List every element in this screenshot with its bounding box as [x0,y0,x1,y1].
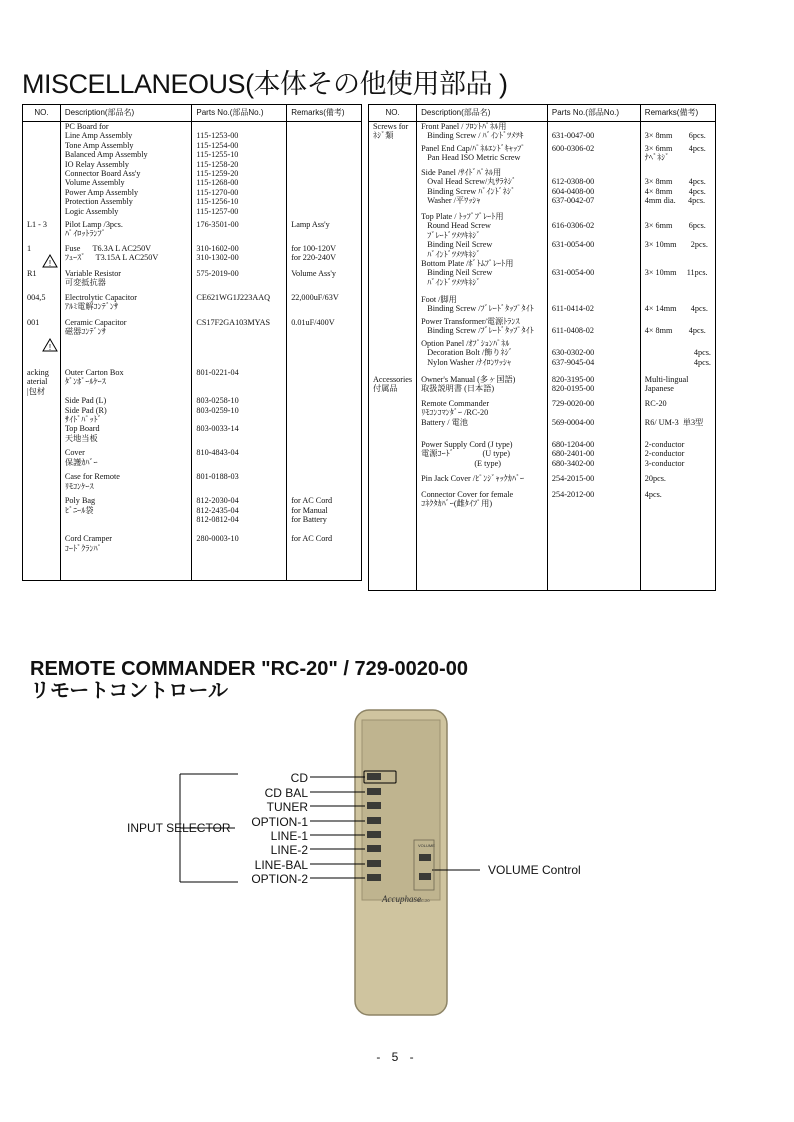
table-row [369,375,716,399]
cell-remarks: Multi-lingual Japanese [640,375,715,399]
table-row [369,317,716,339]
table-row [23,122,362,221]
cell-no [23,396,61,424]
col-header-no: NO. [369,105,417,122]
cell-parts: 630-0302-00 637-9045-04 [547,339,640,375]
page-number: - 5 - [376,1050,418,1064]
cell-desc: Front Panel / ﾌﾛﾝﾄﾊﾟﾈﾙ用 Binding Screw / ﾊﾞｲﾝﾄﾞﾂﾒﾂｷ [417,122,548,145]
table-row [369,399,716,418]
cell-desc: Cord Cramper ｺｰﾄﾞｸﾗﾝﾊﾟ [60,534,192,581]
cell-remarks: for 100-120V for 220-240V [287,244,362,269]
cell-remarks [287,448,362,472]
table-row [23,472,362,496]
volume-control-label: VOLUME Control [488,863,581,877]
remote-diagram [0,700,794,1020]
cell-desc: Side Panel /ｻｲﾄﾞﾊﾟﾈﾙ用 Oval Head Screw/丸ｻﾗﾈｼﾞ Binding Screw ﾊﾞｲﾝﾄﾞﾈｼﾞ Washer /平ﾜｯｼｬ [417,168,548,212]
svg-text:!: ! [48,259,52,268]
cell-parts: 631-0047-00 [547,122,640,145]
input-label-option-1: OPTION-1 [251,815,308,829]
cell-parts: 810-4843-04 [192,448,287,472]
cell-remarks: 4pcs. 4pcs. [640,339,715,375]
cell-parts: 254-2015-00 [547,474,640,490]
remote-heading [30,658,468,702]
input-label-tuner: TUNER [266,800,308,814]
col-header-description: Description(部品名) [417,105,548,122]
cell-desc: Variable Resistor 可変抵抗器 [60,269,192,293]
cell-parts: 803-0033-14 [192,424,287,448]
table-row [23,269,362,293]
cell-desc: PC Board for Line Amp Assembly Tone Amp Assembly Balanced Amp Assembly IO Relay Assembly Connector Board Ass'y Volume Assembly Power Amp Assembly Protection Assembly Logic Assembly [60,122,192,221]
cell-parts: 801-0221-04 [192,368,287,396]
cell-no [369,339,417,375]
cell-parts: 115-1253-00 115-1254-00 115-1255-10 115-1258-20 115-1259-20 115-1268-00 115-1270-00 115-1256-10 115-1257-00 [192,122,287,221]
cell-no [369,440,417,474]
table-row [23,448,362,472]
cell-desc: Remote Commander ﾘﾓｺﾝｺﾏﾝﾀﾞｰ /RC-20 [417,399,548,418]
cell-remarks: 3× 8mm 6pcs. [640,122,715,145]
cell-parts: 729-0020-00 [547,399,640,418]
table-row [369,168,716,212]
cell-no [23,534,61,581]
cell-desc: Side Pad (L) Side Pad (R) ｻｲﾄﾞﾊﾟｯﾄﾞ [60,396,192,424]
col-header-remarks: Remarks(備考) [287,105,362,122]
table-row [23,368,362,396]
cell-no: R1 [23,269,61,293]
table-row [23,424,362,448]
cell-desc: Bottom Plate /ﾎﾞﾄﾑﾌﾟﾚｰﾄ用 Binding Neil Screw ﾊﾞｲﾝﾄﾞﾂﾒﾂｷﾈｼﾞ [417,259,548,295]
table-row [23,396,362,424]
table-row [23,220,362,244]
cell-desc: Top Plate / ﾄｯﾌﾟﾌﾟﾚｰﾄ用 Round Head Screw ﾌﾞﾚｰﾄﾞﾂﾒﾂｷﾈｼﾞ Binding Neil Screw ﾊﾞｲﾝﾄﾞﾂﾒﾂｷﾈｼﾞ [417,212,548,259]
remote-heading-line1: REMOTE COMMANDER "RC-20" / 729-0020-00 [30,658,468,680]
cell-remarks [287,472,362,496]
cell-parts: 680-1204-00 680-2401-00 680-3402-00 [547,440,640,474]
cell-desc: Power Supply Cord (J type) 電源ｺｰﾄﾞ (U type) (E type) [417,440,548,474]
table-row [369,339,716,375]
cell-parts: 569-0004-00 [547,418,640,440]
parts-table-right [368,104,716,591]
cell-desc: Pin Jack Cover /ﾋﾟﾝｼﾞｬｯｸｶﾊﾞｰ [417,474,548,490]
table-row [369,440,716,474]
cell-desc: Owner's Manual (多ヶ国語) 取扱説明書 (日本語) [417,375,548,399]
parts-table-left [22,104,362,581]
table-row [369,490,716,591]
table-row [23,293,362,318]
table-row [369,212,716,259]
cell-desc: Electrolytic Capacitor ｱﾙﾐ電解ｺﾝﾃﾞﾝｻ [60,293,192,318]
table-row [369,259,716,295]
cell-remarks: 22,000uF/63V [287,293,362,318]
cell-parts: 611-0414-02 [547,295,640,317]
cell-no [23,424,61,448]
cell-remarks: 2-conductor 2-conductor 3-conductor [640,440,715,474]
cell-remarks: 3× 6mm 4pcs. ﾅﾍﾞﾈｼﾞ [640,144,715,168]
remote-brand-logo: Accuphase [382,894,421,904]
cell-no [23,496,61,534]
cell-remarks: 0.01uF/400V [287,318,362,368]
cell-no [369,144,417,168]
cell-no [369,212,417,259]
cell-no: acking aterial |包材 [23,368,61,396]
remote-model-text: RC-20 [418,898,430,903]
cell-desc: Power Transformer/電源ﾄﾗﾝｽ Binding Screw /ﾌﾞﾚｰﾄﾞﾀｯﾌﾟﾀｲﾄ [417,317,548,339]
cell-remarks: 20pcs. [640,474,715,490]
input-label-option-2: OPTION-2 [251,872,308,886]
cell-parts: 803-0258-10 803-0259-10 [192,396,287,424]
cell-desc: Panel End Cap/ﾊﾟﾈﾙｴﾝﾄﾞｷｬｯﾌﾟ Pan Head ISO Metric Screw [417,144,548,168]
cell-no [369,399,417,418]
col-header-parts-no: Parts No.(部品No.) [547,105,640,122]
cell-remarks: 4pcs. [640,490,715,591]
cell-parts: 612-0308-00 604-0408-00 637-0042-07 [547,168,640,212]
remote-heading-line2: リモートコントロール [30,680,228,702]
cell-no [369,490,417,591]
cell-no: 1 [23,244,61,269]
col-header-remarks: Remarks(備考) [640,105,715,122]
table-row [23,496,362,534]
cell-desc: Outer Carton Box ﾀﾞﾝﾎﾞｰﾙｹｰｽ [60,368,192,396]
input-label-cd-bal: CD BAL [264,786,308,800]
cell-no [23,122,61,221]
table-row [369,144,716,168]
cell-parts: 600-0306-02 [547,144,640,168]
cell-no [369,295,417,317]
cell-remarks [287,424,362,448]
cell-parts: 310-1602-00 310-1302-00 [192,244,287,269]
cell-no [23,448,61,472]
remote-volume-text: VOLUME [418,843,435,848]
cell-remarks: 3× 8mm 4pcs. 4× 8mm 4pcs. 4mm dia. 4pcs. [640,168,715,212]
cell-desc: Fuse T6.3A L AC250V ﾌｭｰｽﾞ T3.15A L AC250V [60,244,192,269]
table-row [369,295,716,317]
cell-remarks [287,368,362,396]
cell-remarks: 4× 8mm 4pcs. [640,317,715,339]
cell-no: 001 [23,318,61,368]
cell-remarks: RC-20 [640,399,715,418]
cell-parts: 254-2012-00 [547,490,640,591]
cell-remarks: R6/ UM-3 単3型 [640,418,715,440]
cell-parts: 631-0054-00 [547,259,640,295]
cell-remarks [287,396,362,424]
cell-remarks: 3× 10mm 11pcs. [640,259,715,295]
cell-remarks: for AC Cord [287,534,362,581]
cell-desc: Poly Bag ﾋﾞﾆｰﾙ袋 [60,496,192,534]
cell-remarks: for AC Cord for Manual for Battery [287,496,362,534]
col-header-parts-no: Parts No.(部品No.) [192,105,287,122]
table-row [369,418,716,440]
cell-remarks [287,122,362,221]
cell-desc: Option Panel /ｵﾌﾟｼｮﾝﾊﾟﾈﾙ Decoration Bolt /飾りﾈｼﾞ Nylon Washer /ﾅｲﾛﾝﾜｯｼｬ [417,339,548,375]
cell-remarks: Lamp Ass'y [287,220,362,244]
cell-parts: CS17F2GA103MYAS [192,318,287,368]
cell-desc: Top Board 天地当板 [60,424,192,448]
cell-no [369,168,417,212]
cell-desc: Connector Cover for female ｺﾈｸﾀｶﾊﾞｰ(雌ﾀｲﾌﾟ用) [417,490,548,591]
cell-desc: Battery / 電池 [417,418,548,440]
cell-no [23,472,61,496]
col-header-description: Description(部品名) [60,105,192,122]
cell-parts: CE621WG1J223AAQ [192,293,287,318]
caution-triangle-icon [42,254,58,268]
cell-no [369,317,417,339]
cell-remarks: Volume Ass'y [287,269,362,293]
cell-desc: Cover 保護ｶﾊﾞｰ [60,448,192,472]
cell-no [369,474,417,490]
page-title: MISCELLANEOUS(本体その他使用部品 ) [22,69,508,99]
cell-parts: 176-3501-00 [192,220,287,244]
cell-parts: 280-0003-10 [192,534,287,581]
cell-desc: Case for Remote ﾘﾓｺﾝｹｰｽ [60,472,192,496]
input-label-line-1: LINE-1 [270,829,308,843]
input-label-line-bal: LINE-BAL [254,858,308,872]
table-row [23,534,362,581]
cell-remarks: 4× 14mm 4pcs. [640,295,715,317]
cell-desc: Pilot Lamp /3pcs. ﾊﾟｲﾛｯﾄﾗﾝﾌﾟ [60,220,192,244]
cell-parts: 812-2030-04 812-2435-04 812-0812-04 [192,496,287,534]
cell-parts: 611-0408-02 [547,317,640,339]
caution-triangle-icon [42,338,58,352]
cell-no: 004,5 [23,293,61,318]
input-label-line-2: LINE-2 [270,843,308,857]
input-selector-label: INPUT SELECTOR [127,821,231,835]
cell-desc: Foot /脚用 Binding Screw /ﾌﾞﾚｰﾄﾞﾀｯﾌﾟﾀｲﾄ [417,295,548,317]
table-row [23,318,362,368]
cell-no: L1 - 3 [23,220,61,244]
cell-no: Accessories 付属品 [369,375,417,399]
cell-parts: 820-3195-00 820-0195-00 [547,375,640,399]
table-row [23,244,362,269]
cell-no [369,259,417,295]
cell-parts: 616-0306-02 631-0054-00 [547,212,640,259]
cell-remarks: 3× 6mm 6pcs. 3× 10mm 2pcs. [640,212,715,259]
table-row [369,122,716,145]
cell-no: Screws for ﾈｼﾞ類 [369,122,417,145]
input-label-cd: CD [290,771,308,785]
table-row [369,474,716,490]
svg-text:!: ! [48,343,52,352]
col-header-no: NO. [23,105,61,122]
cell-parts: 801-0188-03 [192,472,287,496]
cell-desc: Ceramic Capacitor 磁器ｺﾝﾃﾞﾝｻ [60,318,192,368]
cell-parts: 575-2019-00 [192,269,287,293]
remote-illustration [0,700,794,1020]
cell-no [369,418,417,440]
